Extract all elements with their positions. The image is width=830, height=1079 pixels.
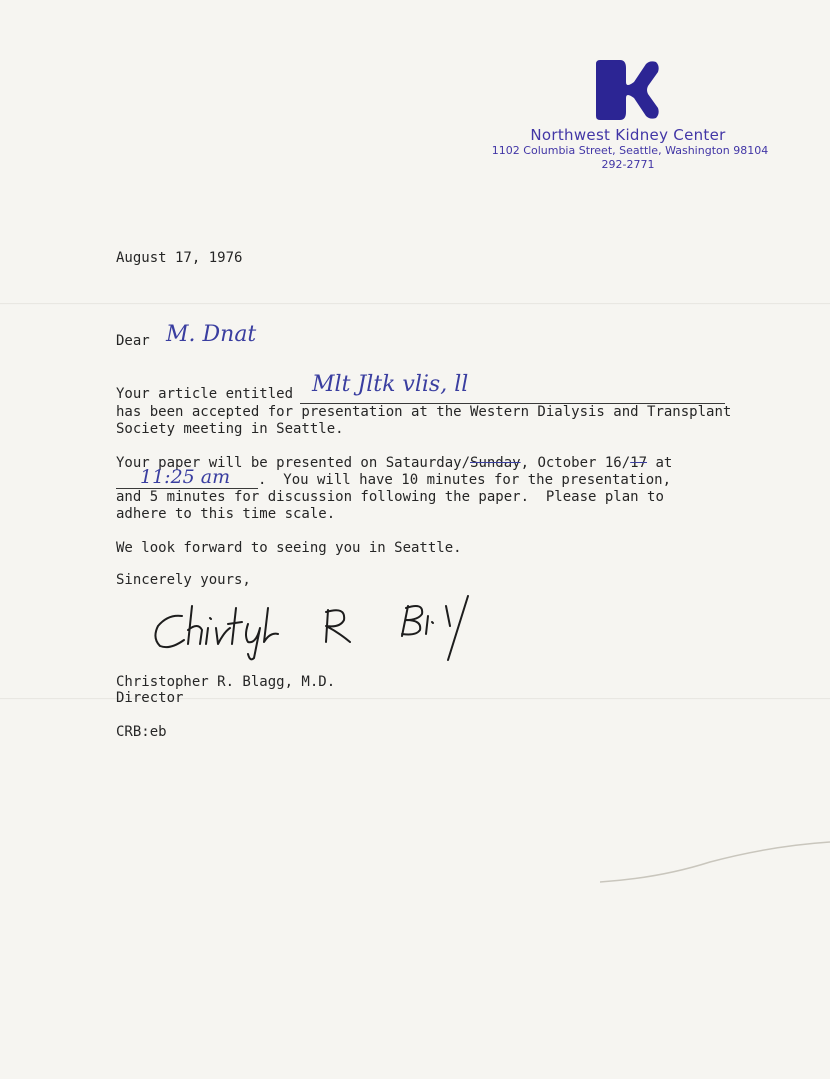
presentation-time-handwritten: 11:25 am (140, 466, 231, 488)
paragraph-1-line-3: Society meeting in Seattle. (116, 421, 344, 437)
paper-fold-line (0, 303, 830, 305)
paragraph-3: We look forward to seeing you in Seattle. (116, 540, 462, 556)
handwritten-signature (150, 588, 480, 666)
typist-initials: CRB:eb (116, 724, 167, 740)
struck-day: Sunday (470, 455, 521, 471)
paragraph-2-line-3: and 5 minutes for discussion following the paper. Please plan to (116, 489, 664, 505)
paragraph-2-line-4: adhere to this time scale. (116, 506, 336, 522)
salutation-name-handwritten: M. Dnat (166, 322, 257, 347)
org-name: Northwest Kidney Center (530, 126, 726, 144)
article-title-handwritten: Mlt Jltk vlis, ll (312, 372, 469, 397)
org-phone: 292-2771 (601, 158, 655, 171)
article-intro: Your article entitled (116, 386, 294, 402)
closing: Sincerely yours, (116, 572, 251, 588)
struck-date: 17 (630, 455, 648, 471)
salutation: Dear (116, 333, 150, 349)
paragraph-1-line-2: has been accepted for presentation at the Western Dialysis and Transplant (116, 404, 732, 420)
kidney-logo-icon (596, 60, 660, 120)
org-address: 1102 Columbia Street, Seattle, Washington 98104 (491, 144, 769, 157)
paragraph-2-line-1: Your paper will be presented on Sataurday/Sunday, October 16/17 at (116, 455, 673, 471)
paragraph-2-line-2: . You will have 10 minutes for the presentation, (258, 472, 672, 488)
signer-title: Director (116, 690, 184, 706)
signer-name: Christopher R. Blagg, M.D. (116, 674, 336, 690)
paper-tear-mark (600, 838, 830, 888)
letter-date: August 17, 1976 (116, 250, 243, 266)
